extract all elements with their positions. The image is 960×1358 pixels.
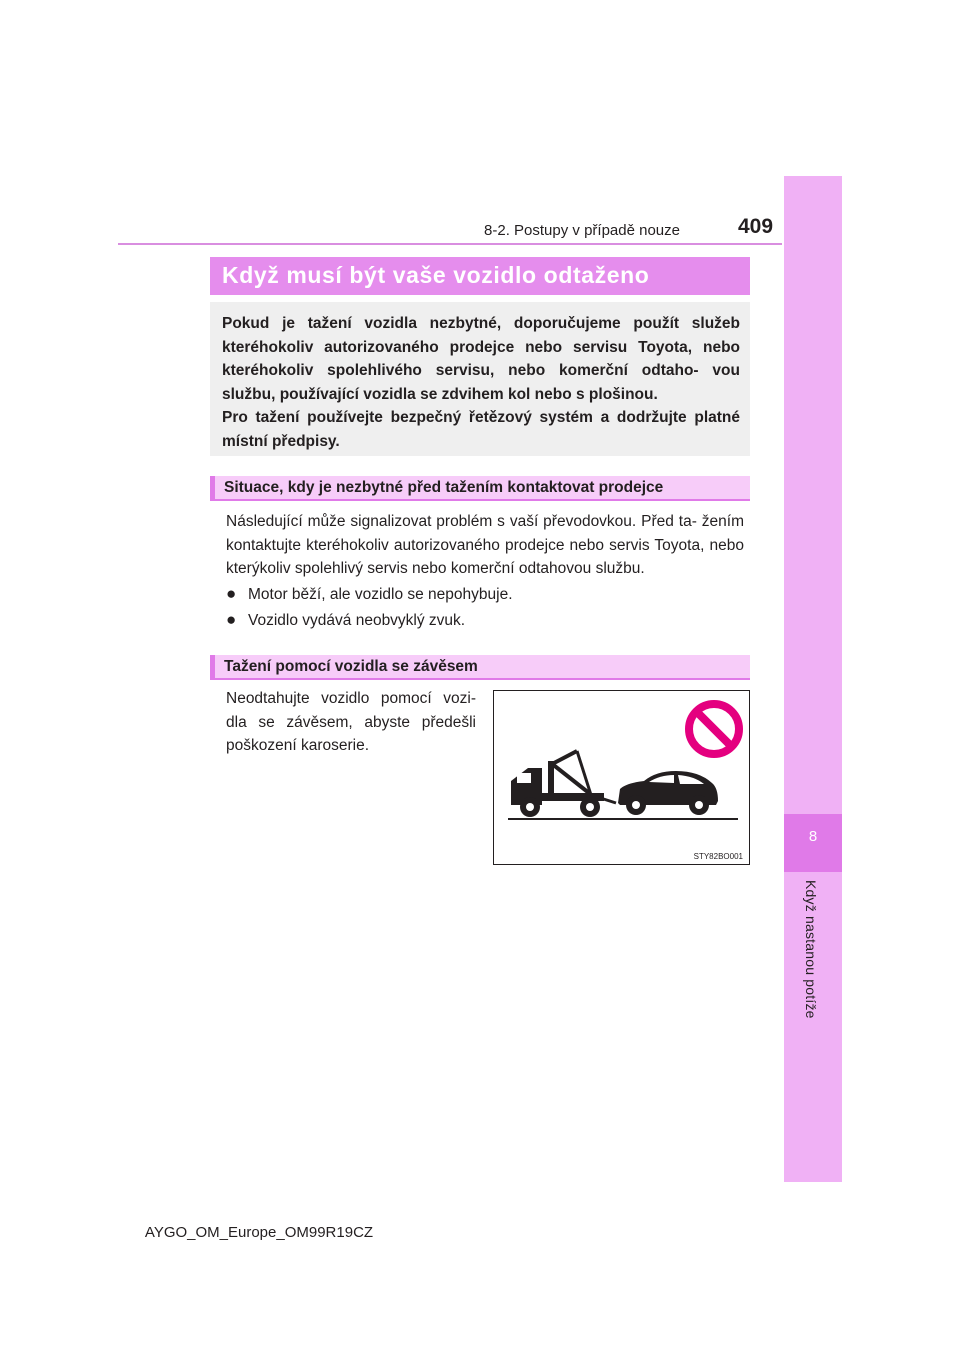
page-title: Když musí být vaše vozidlo odtaženo — [210, 257, 750, 295]
section2-body — [226, 687, 476, 758]
list-item — [226, 582, 744, 607]
section1-paragraph: Následující může signalizovat problém s vaší převodovkou. Před ta- žením kontaktujte kteréhokoliv autorizovaného prodejce nebo servis Toyota, nebo kterýkoliv spolehlivý servis nebo komerční odtahovou službu. — [226, 513, 744, 577]
intro-paragraph-2: Pro tažení používejte bezpečný řetězový systém a dodržujte platné místní předpisy. — [222, 409, 740, 450]
section1-body — [226, 510, 744, 633]
prohibition-icon — [689, 704, 739, 754]
intro-box — [210, 302, 750, 456]
header-rule — [118, 243, 782, 245]
chapter-title: Když nastanou potíže — [803, 880, 819, 1019]
section-heading-dealer-contact: Situace, kdy je nezbytné před tažením kontaktovat prodejce — [210, 476, 750, 501]
car-icon — [618, 771, 718, 815]
bullet-icon: ● — [226, 610, 237, 629]
list-item-text: Motor běží, ale vozidlo se nepohybuje. — [248, 585, 513, 603]
tow-truck-icon — [511, 751, 616, 817]
list-item — [226, 608, 744, 633]
section-heading-hook-towing: Tažení pomocí vozidla se závěsem — [210, 655, 750, 680]
page-number: 409 — [738, 215, 774, 238]
document-code-footer: AYGO_OM_Europe_OM99R19CZ — [144, 1224, 374, 1241]
bullet-icon: ● — [226, 583, 237, 603]
chapter-number: 8 — [808, 828, 818, 845]
section-title: 8-2. Postupy v případě nouze — [484, 222, 680, 239]
intro-paragraph-1: Pokud je tažení vozidla nezbytné, doporučujeme použít služeb kteréhokoliv autorizovaného prodejce nebo servisu Toyota, nebo kteréhokoliv spolehlivého servisu, nebo komerční odtaho- vou službu, používající vozidla se zdvihem kol nebo s plošinou. — [222, 315, 740, 403]
towing-illustration — [493, 690, 750, 865]
chapter-side-tab — [784, 176, 842, 1182]
figure-code: STY82BO001 — [693, 852, 743, 861]
section2-paragraph: Neodtahujte vozidlo pomocí vozi- dla se závěsem, abyste předešli poškození karoserie. — [226, 690, 476, 754]
tow-truck-figure — [494, 691, 749, 864]
list-item-text: Vozidlo vydává neobvyklý zvuk. — [248, 612, 466, 629]
